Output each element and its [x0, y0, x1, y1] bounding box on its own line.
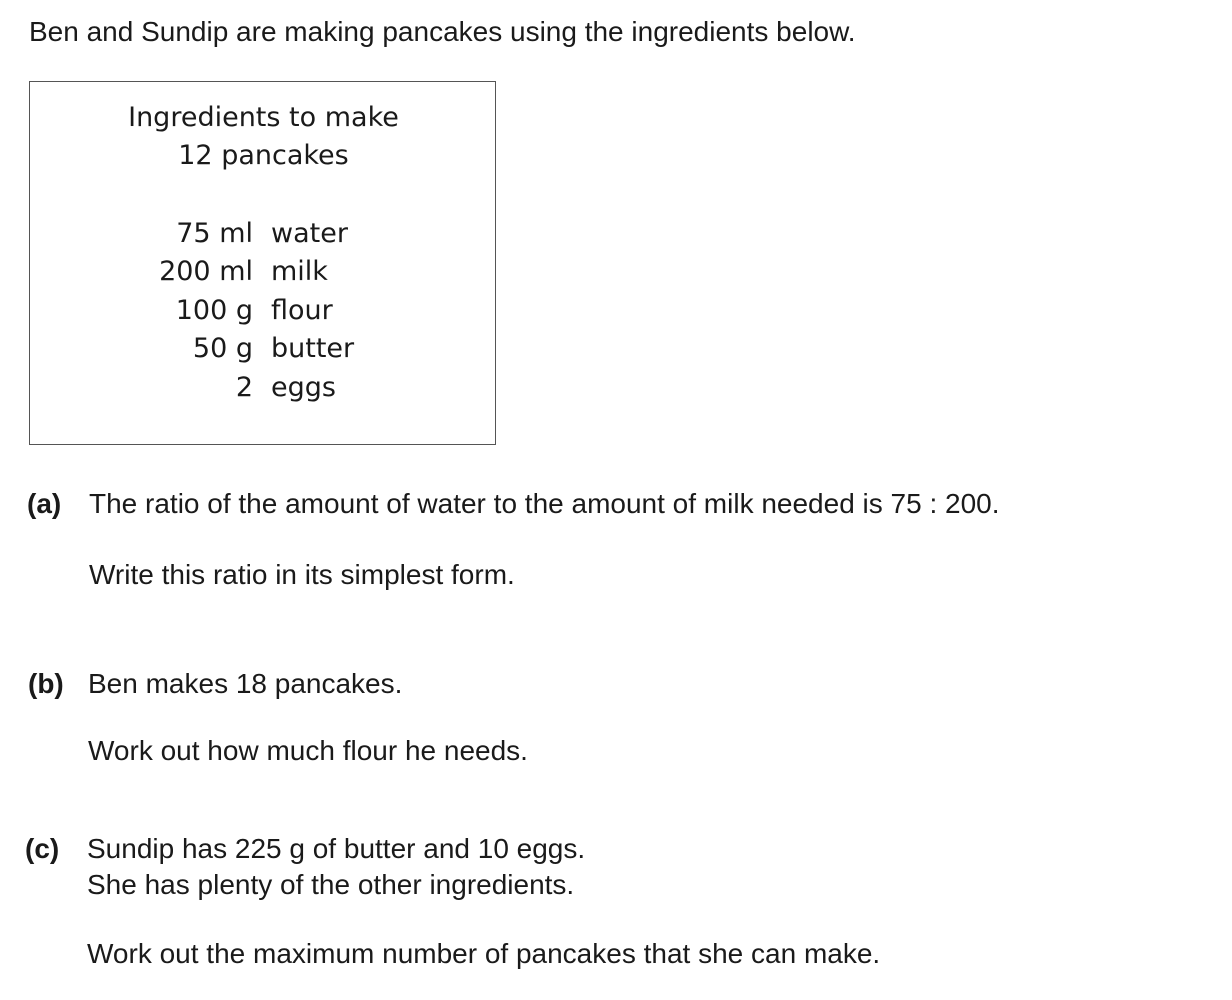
question-a-text: The ratio of the amount of water to the amount of milk needed is 75 : 200.	[89, 488, 1000, 519]
ingredient-row-water	[30, 216, 497, 252]
ingredient-qty: 200 ml	[159, 256, 253, 287]
ingredient-qty: 75 ml	[176, 218, 253, 249]
ingredient-row-eggs	[30, 370, 497, 406]
ingredient-row-milk	[30, 254, 497, 290]
ingredient-name: butter	[271, 333, 355, 364]
question-c-instruction: Work out the maximum number of pancakes that she can make.	[87, 938, 881, 969]
ingredient-name: flour	[271, 295, 333, 326]
intro-text: Ben and Sundip are making pancakes using the ingredients below.	[29, 16, 856, 47]
question-a-instruction: Write this ratio in its simplest form.	[89, 559, 515, 590]
ingredient-row-butter	[30, 331, 497, 367]
ingredient-qty: 100 g	[175, 295, 253, 326]
recipe-title-line1: Ingredients to make	[128, 102, 399, 133]
ingredient-qty: 50 g	[192, 333, 253, 364]
question-b-instruction: Work out how much flour he needs.	[88, 735, 528, 766]
question-b-label: (b)	[28, 668, 64, 699]
question-c-label: (c)	[25, 833, 60, 864]
ingredient-row-flour	[30, 293, 497, 329]
question-c-text-2: She has plenty of the other ingredients.	[87, 869, 575, 900]
ingredient-name: eggs	[271, 372, 336, 403]
ingredient-qty: 2	[235, 372, 253, 403]
ingredient-name: water	[271, 218, 348, 249]
ingredients-box	[29, 81, 496, 445]
recipe-title-line2: 12 pancakes	[178, 140, 349, 171]
ingredient-name: milk	[271, 256, 328, 287]
question-a-label: (a)	[27, 488, 62, 519]
question-b-text: Ben makes 18 pancakes.	[88, 668, 403, 699]
question-c-text: Sundip has 225 g of butter and 10 eggs.	[87, 833, 586, 864]
